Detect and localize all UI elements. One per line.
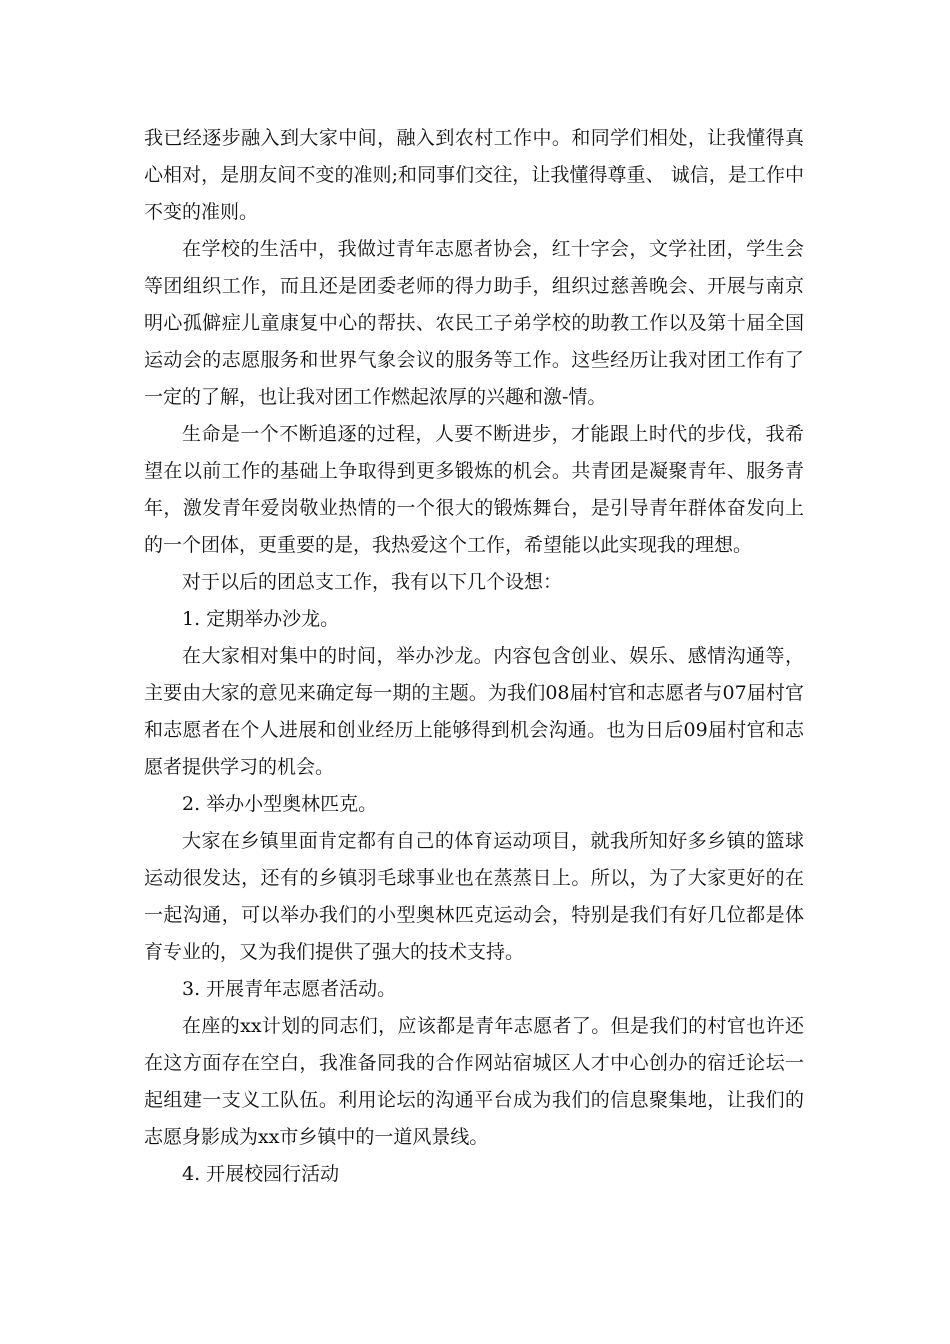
- list-heading-3: 3. 开展青年志愿者活动。: [182, 978, 397, 1000]
- document-body: [144, 120, 804, 1193]
- paragraph-volunteers: 在座的xx计划的同志们，应该都是青年志愿者了。但是我们的村官也许还在这方面存在空白，我准备同我的合作网站宿城区人才中心创办的宿迁论坛一起组建一支义工队伍。利用论坛的沟通平台成为我们的信息聚集地，让我们的志愿身影成为xx市乡镇中的一道风景线。: [144, 1015, 804, 1148]
- paragraph-intro-continued: 我已经逐步融入到大家中间，融入到农村工作中。和同学们相处，让我懂得真心相对，是朋友间不变的准则;和同事们交往，让我懂得尊重、 诚信，是工作中不变的准则。: [144, 127, 804, 223]
- paragraph-plans-intro: 对于以后的团总支工作，我有以下几个设想：: [182, 571, 563, 593]
- paragraph-school-experience: 在学校的生活中，我做过青年志愿者协会，红十字会，文学社团，学生会等团组织工作，而且还是团委老师的得力助手，组织过慈善晚会、开展与南京明心孤僻症儿童康复中心的帮扶、农民工子弟学校的助教工作以及第十届全国运动会的志愿服务和世界气象会议的服务等工作。这些经历让我对团工作有了一定的了解，也让我对团工作燃起浓厚的兴趣和激-情。: [144, 238, 804, 408]
- list-heading-2: 2. 举办小型奥林匹克。: [182, 793, 378, 815]
- list-heading-1: 1. 定期举办沙龙。: [182, 608, 340, 630]
- paragraph-olympics: 大家在乡镇里面肯定都有自己的体育运动项目，就我所知好多乡镇的篮球运动很发达，还有的乡镇羽毛球事业也在蒸蒸日上。所以，为了大家更好的在一起沟通，可以举办我们的小型奥林匹克运动会，特别是我们有好几位都是体育专业的，又为我们提供了强大的技术支持。: [144, 830, 804, 963]
- paragraph-aspiration: 生命是一个不断追逐的过程，人要不断进步，才能跟上时代的步伐，我希望在以前工作的基础上争取得到更多锻炼的机会。共青团是凝聚青年、服务青年，激发青年爱岗敬业热情的一个很大的锻炼舞台，是引导青年群体奋发向上的一个团体，更重要的是，我热爱这个工作，希望能以此实现我的理想。: [144, 423, 804, 556]
- paragraph-salon: 在大家相对集中的时间，举办沙龙。内容包含创业、娱乐、感情沟通等，主要由大家的意见来确定每一期的主题。为我们08届村官和志愿者与07届村官和志愿者在个人进展和创业经历上能够得到机会沟通。也为日后09届村官和志愿者提供学习的机会。: [144, 645, 804, 778]
- list-heading-4: 4. 开展校园行活动: [182, 1163, 340, 1185]
